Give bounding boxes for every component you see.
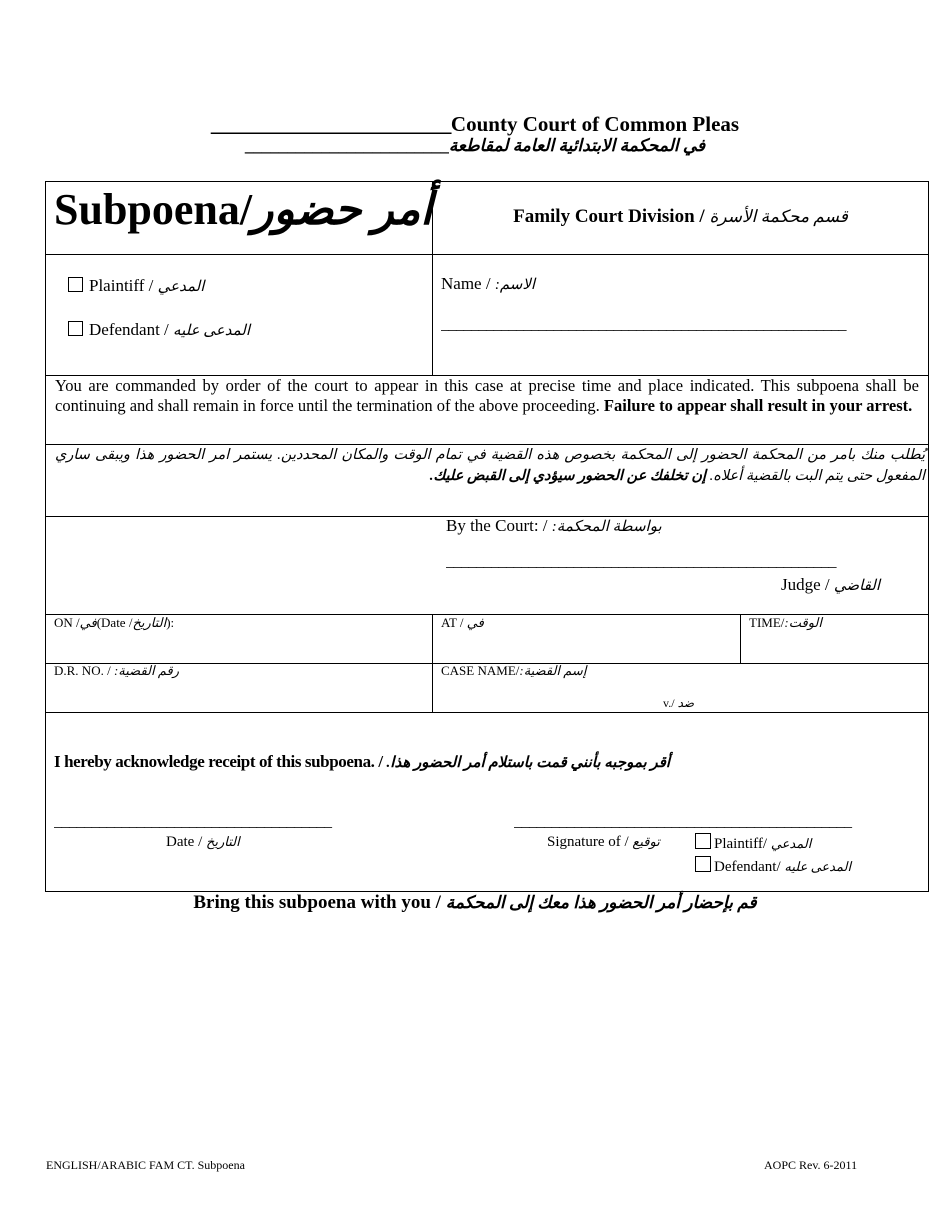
party-plaintiff-option[interactable] xyxy=(68,276,204,296)
ack-plaintiff-ar: المدعي xyxy=(770,836,812,851)
ack-defendant-option[interactable] xyxy=(695,856,851,876)
command-warning-en: Failure to appear shall result in your arrest. xyxy=(603,396,913,415)
county-blank-ar: ________________________ xyxy=(244,136,449,155)
name-label xyxy=(441,274,535,294)
ack-ar: أقر بموجبه بأنني قمت باستلام أمر الحضور هذا. xyxy=(386,755,671,771)
rule-7 xyxy=(45,712,929,713)
plaintiff-label-ar: المدعي xyxy=(157,279,205,295)
command-text-ar xyxy=(55,445,925,487)
court-header-line2 xyxy=(0,136,950,156)
command-text-en xyxy=(55,376,919,416)
on-date-field[interactable] xyxy=(54,615,174,631)
court-name-en: County Court of Common Pleas xyxy=(450,112,740,136)
time-field[interactable] xyxy=(749,615,822,631)
court-header-line1 xyxy=(0,112,950,137)
ack-date-label xyxy=(166,834,240,851)
rule-1 xyxy=(45,254,929,255)
dr-ar: رقم القضية: xyxy=(113,663,179,678)
judge-signature-line[interactable]: ____________________________________________________ xyxy=(446,553,836,570)
acknowledgement-text xyxy=(54,752,670,772)
ack-defendant-ar: المدعى عليه xyxy=(784,859,852,874)
plaintiff-label-en: Plaintiff / xyxy=(89,276,154,295)
case-name-field[interactable] xyxy=(441,663,586,679)
bring-subpoena-notice xyxy=(0,892,950,914)
division-en: Family Court Division / xyxy=(513,206,705,227)
footer-form-id: ENGLISH/ARABIC FAM CT. Subpoena xyxy=(46,1158,245,1172)
subpoena-title xyxy=(54,184,433,235)
title-ar: أمر حضور xyxy=(252,185,433,234)
ack-en: I hereby acknowledge receipt of this subpoena. / xyxy=(54,752,383,771)
time-ar: الوقت: xyxy=(784,615,822,630)
family-court-division xyxy=(432,206,929,228)
time-en: TIME/ xyxy=(749,615,785,630)
ack-defendant-en: Defendant/ xyxy=(714,859,781,875)
command-body-ar: يُطلب منك بامر من المحكمة الحضور إلى المحكمة بخصوص هذه القضية في تمام الوقت والمكان المحددين. يستمر امر الحضور هذا ويبقى ساري المفعول حتى يتم البت بالقضية أعلاه. xyxy=(55,447,925,484)
case-en: CASE NAME/ xyxy=(441,663,520,678)
on-end: ): xyxy=(166,615,175,630)
judge-label xyxy=(781,575,880,595)
judge-en: Judge / xyxy=(781,575,830,594)
name-label-ar: الاسم: xyxy=(494,277,536,293)
by-court-ar: بواسطة المحكمة: xyxy=(551,519,662,535)
sig-ar: توقيع xyxy=(632,834,660,849)
sig-en: Signature of / xyxy=(547,834,629,850)
title-en: Subpoena/ xyxy=(54,185,253,234)
division-ar: قسم محكمة الأسرة xyxy=(709,207,848,226)
ack-defendant-checkbox[interactable] xyxy=(695,856,711,872)
ack-date-ar: التاريخ xyxy=(205,834,240,849)
versus-label xyxy=(663,696,694,711)
ack-signature-label xyxy=(547,834,660,851)
ack-signature-line[interactable]: _____________________________________________ xyxy=(514,813,852,830)
plaintiff-checkbox[interactable] xyxy=(68,277,83,292)
court-name-ar: في المحكمة الابتدائية العامة لمقاطعة xyxy=(448,136,706,155)
ack-plaintiff-option[interactable] xyxy=(695,833,811,853)
at-en: AT / xyxy=(441,615,464,630)
by-court-en: By the Court: / xyxy=(446,516,548,535)
defendant-checkbox[interactable] xyxy=(68,321,83,336)
on-ar: في xyxy=(79,615,97,630)
vs-en: v./ xyxy=(663,696,675,710)
defendant-label-ar: المدعى عليه xyxy=(173,323,251,339)
judge-ar: القاضي xyxy=(833,578,881,594)
defendant-label-en: Defendant / xyxy=(89,320,169,339)
ack-plaintiff-checkbox[interactable] xyxy=(695,833,711,849)
ack-plaintiff-en: Plaintiff/ xyxy=(714,836,768,852)
ack-date-en: Date / xyxy=(166,834,203,850)
ack-date-line[interactable]: _____________________________________ xyxy=(54,813,332,830)
case-ar: إسم القضية: xyxy=(519,663,587,678)
bring-ar: قم بإحضار أمر الحضور هذا معك إلى المحكمة xyxy=(445,893,757,912)
name-label-en: Name / xyxy=(441,274,491,293)
dr-number-field[interactable] xyxy=(54,663,179,679)
vrule-time xyxy=(740,614,741,664)
county-blank: ________________________ xyxy=(210,112,451,136)
on-en: ON / xyxy=(54,615,80,630)
at-ar: في xyxy=(466,615,484,630)
on-date-ar: التاريخ xyxy=(132,615,167,630)
footer-revision: AOPC Rev. 6-2011 xyxy=(764,1158,858,1172)
dr-en: D.R. NO. / xyxy=(54,663,111,678)
by-the-court-label xyxy=(446,516,662,536)
command-warning-ar: إن تخلفك عن الحضور سيؤدي إلى القبض عليك. xyxy=(429,468,707,484)
bring-en: Bring this subpoena with you / xyxy=(193,892,441,913)
party-defendant-option[interactable] xyxy=(68,320,250,340)
command-body-en: You are commanded by order of the court to appear in this case at precise time and place indicated. This subpoena shall be continuing and shall remain in force until the termination of the above proceeding. xyxy=(55,376,919,415)
on-date-en: (Date / xyxy=(96,615,133,630)
vs-ar: ضد xyxy=(677,696,695,710)
vrule-fields xyxy=(432,614,433,713)
name-input-line[interactable]: ______________________________________________________ xyxy=(441,316,846,333)
at-field[interactable] xyxy=(441,615,484,631)
